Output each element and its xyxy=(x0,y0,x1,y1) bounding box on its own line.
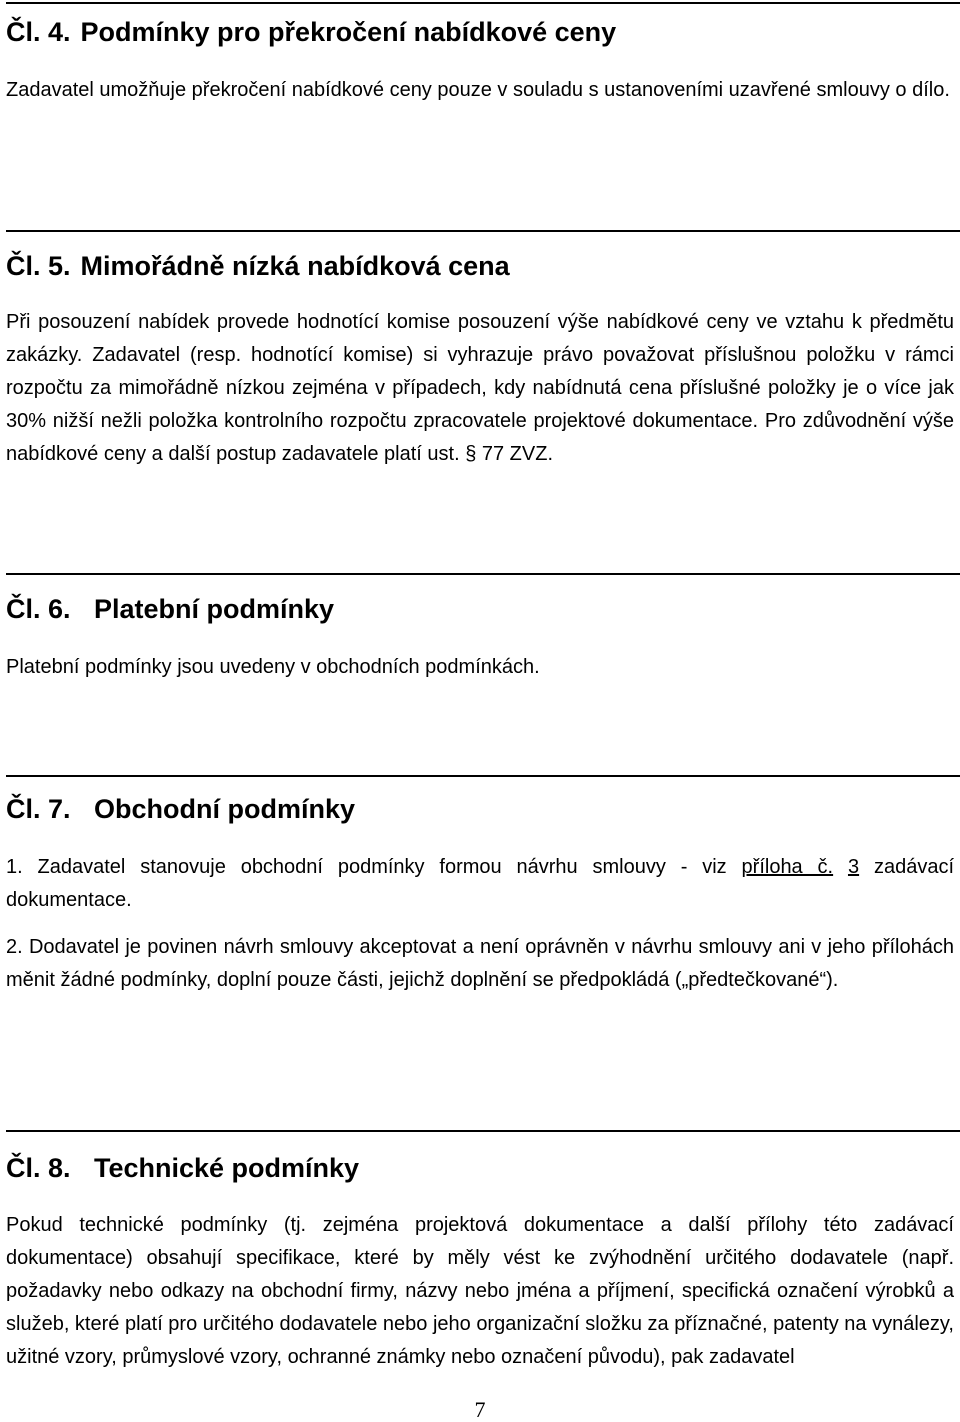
section-divider xyxy=(6,2,960,4)
page-number: 7 xyxy=(474,1397,486,1422)
section-divider xyxy=(6,573,960,575)
section-title: Technické podmínky xyxy=(94,1153,360,1183)
attachment-link[interactable]: příloha č. xyxy=(741,856,834,878)
section-body: Pokud technické podmínky (tj. zejména projektová dokumentace a další přílohy této zadávací dokumentace) obsahují specifikace, které by měly vést ke zvýhodnění určitého dodavatele (např. požadavky nebo odkazy na obchodní firmy, názvy nebo jména a příjmení, specifická označení výrobků a služeb, které platí pro určitého dodavatele nebo jeho organizační složku za příznačné, patenty na vynálezy, užitné vzory, průmyslové vzory, ochranné známky nebo označení původu), pak zadavatel xyxy=(6,1214,954,1368)
section-body: Zadavatel umožňuje překročení nabídkové ceny pouze v souladu s ustanoveními uzavřené smlouvy o dílo. xyxy=(6,79,950,101)
section-number: Čl. 5. xyxy=(6,251,71,281)
section-number: Čl. 4. xyxy=(6,17,71,47)
section-heading xyxy=(6,593,334,625)
section-title: Mimořádně nízká nabídková cena xyxy=(80,251,510,281)
section-number: Čl. 7. xyxy=(6,794,71,824)
section-heading xyxy=(6,250,510,282)
section-heading xyxy=(6,793,355,825)
section-heading xyxy=(6,1152,359,1184)
attachment-number-link[interactable]: 3 xyxy=(847,856,860,878)
section-title: Obchodní podmínky xyxy=(94,794,355,824)
section-title: Podmínky pro překročení nabídkové ceny xyxy=(80,17,617,47)
section-number: Čl. 6. xyxy=(6,594,71,624)
section-divider xyxy=(6,1130,960,1132)
list-item: 2. Dodavatel je povinen návrh smlouvy akceptovat a není oprávněn v návrhu smlouvy ani v jeho přílohách měnit žádné podmínky, doplní pouze části, jejichž doplnění se předpokládá („předtečkované“). xyxy=(6,936,954,991)
section-number: Čl. 8. xyxy=(6,1153,71,1183)
list-item xyxy=(6,851,954,917)
list-item-text: 1. Zadavatel stanovuje obchodní podmínky formou návrhu smlouvy - viz xyxy=(6,856,742,878)
section-body: Platební podmínky jsou uvedeny v obchodních podmínkách. xyxy=(6,656,540,678)
section-body: Při posouzení nabídek provede hodnotící komise posouzení výše nabídkové ceny ve vztahu k předmětu zakázky. Zadavatel (resp. hodnotící komise) si vyhrazuje právo považovat příslušnou položku v rámci rozpočtu za mimořádně nízkou zejména v případech, kdy nabídnutá cena příslušné položky je o více jak 30% nižší nežli položka kontrolního rozpočtu zpracovatele projektové dokumentace. Pro zdůvodnění výše nabídkové ceny a další postup zadavatele platí ust. § 77 ZVZ. xyxy=(6,311,954,465)
section-divider xyxy=(6,775,960,777)
list-item-text: zadávací dokumentace. xyxy=(6,856,954,911)
section-title: Platební podmínky xyxy=(94,594,335,624)
section-heading xyxy=(6,16,616,48)
document-page xyxy=(6,0,954,1420)
section-divider xyxy=(6,230,960,232)
